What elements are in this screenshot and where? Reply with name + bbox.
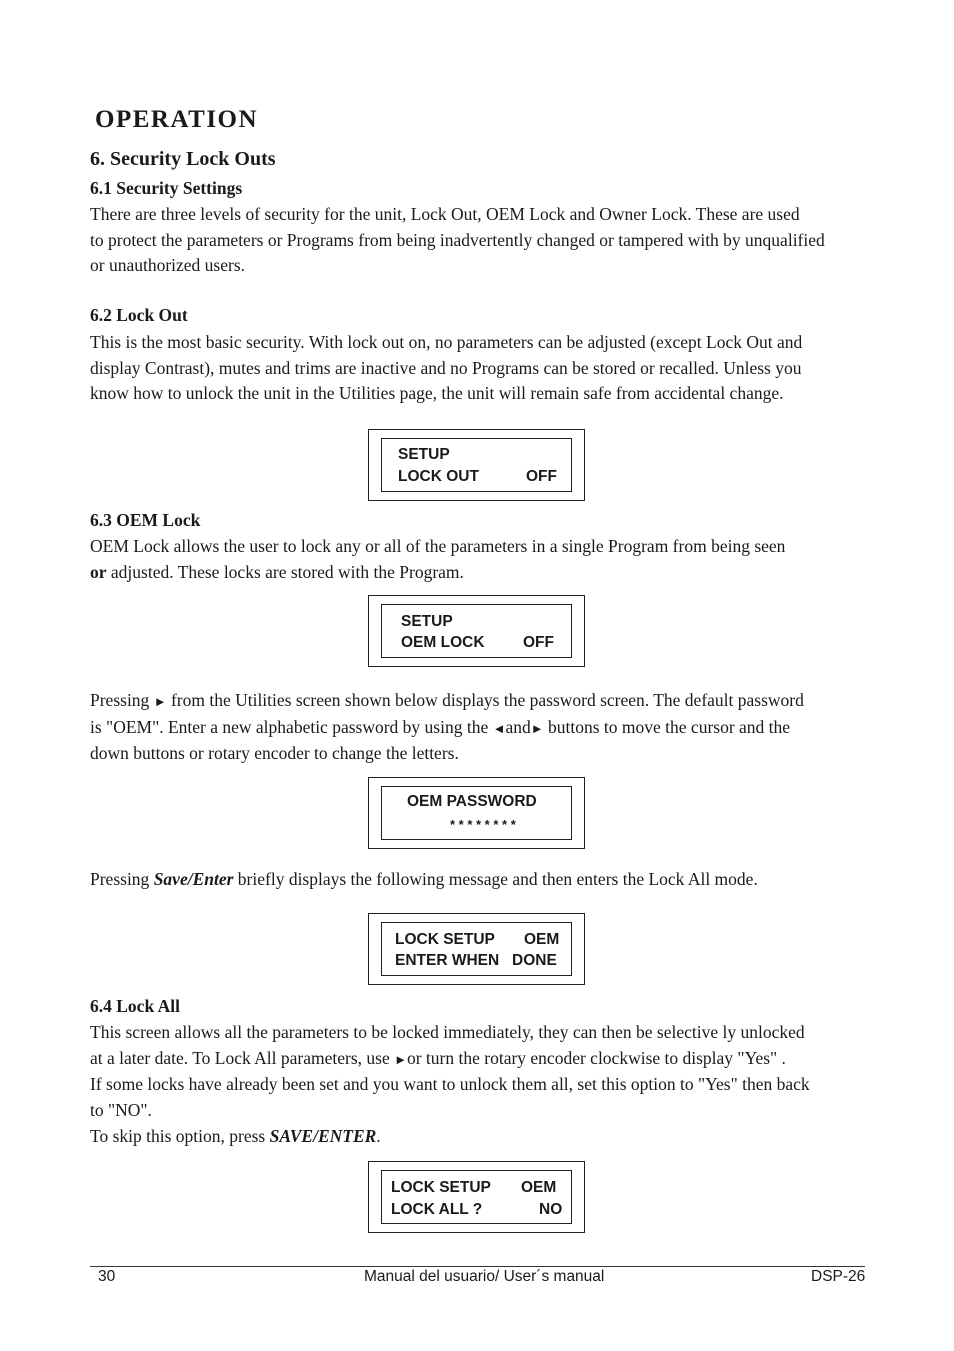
text-line	[90, 560, 905, 586]
right-arrow-icon: ►	[394, 1051, 407, 1067]
text-line	[90, 688, 905, 715]
text-line: OEM Lock allows the user to lock any or all of the parameters in a single Program from being seen	[90, 536, 786, 556]
paragraph-save-enter	[90, 867, 905, 893]
text-fragment: buttons to move the cursor and the	[543, 716, 791, 737]
lcd-display-lock-all	[368, 1161, 585, 1233]
text-fragment: To skip this option, press	[90, 1125, 270, 1146]
lcd-password-mask: * * * * * * * *	[450, 817, 516, 832]
text-line: or unauthorized users.	[90, 255, 246, 276]
lcd-row2-right: DONE	[512, 952, 557, 969]
text-fragment: at a later date. To Lock All parameters, use	[90, 1047, 395, 1068]
text-fragment: and	[505, 716, 531, 737]
heading-oem-lock: 6.3 OEM Lock	[90, 510, 201, 530]
lcd-row1-right: OEM	[524, 931, 560, 948]
lcd-row1-right: OEM	[521, 1179, 557, 1196]
lcd-screen	[381, 438, 572, 492]
emphasis-save-enter: Save/Enter	[153, 869, 234, 889]
text-line	[90, 867, 905, 893]
text-line: There are three levels of security for the unit, Lock Out, OEM Lock and Owner Lock. These are used	[90, 204, 800, 224]
lcd-display-lock-out	[368, 429, 585, 501]
paragraph-password-intro	[90, 688, 905, 767]
lcd-row1-left: LOCK SETUP	[395, 931, 495, 948]
paragraph-lock-out	[90, 330, 905, 407]
lcd-screen	[381, 1170, 572, 1224]
text-fragment: .	[376, 1125, 381, 1146]
page-number: 30	[98, 1268, 116, 1285]
left-arrow-icon: ◄	[492, 720, 506, 736]
heading-lock-out: 6.2 Lock Out	[90, 305, 188, 325]
lcd-row2-left: ENTER WHEN	[395, 952, 500, 969]
lcd-row2-right: OFF	[523, 634, 554, 651]
text-line: If some locks have already been set and you want to unlock them all, set this option to "Yes" then back	[90, 1074, 810, 1095]
text-fragment: from the Utilities screen shown below displays the password screen. The default password	[170, 690, 804, 710]
paragraph-lock-all	[90, 1020, 905, 1150]
text-fragment: briefly displays the following message and then enters the Lock All mode.	[233, 869, 758, 889]
lcd-screen	[381, 604, 572, 658]
text-fragment: Pressing	[90, 869, 154, 889]
text-fragment: adjusted. These locks are stored with the Program.	[106, 561, 464, 582]
text-line: to protect the parameters or Programs from being inadvertently changed or tampered with by unqualified	[90, 229, 825, 250]
text-line: This screen allows all the parameters to be locked immediately, they can then be selective ly unlocked	[90, 1022, 805, 1042]
emphasis-save-enter: SAVE/ENTER	[269, 1125, 377, 1146]
paragraph-oem-lock	[90, 534, 905, 585]
heading-lock-all: 6.4 Lock All	[90, 996, 180, 1016]
lcd-row2-left: LOCK OUT	[398, 468, 479, 485]
text-line: know how to unlock the unit in the Utilities page, the unit will remain safe from accidental change.	[90, 383, 784, 404]
lcd-row2-left: OEM LOCK	[401, 634, 485, 651]
text-line	[90, 1124, 905, 1150]
lcd-row1-left: LOCK SETUP	[391, 1179, 491, 1196]
lcd-display-oem-password	[368, 777, 585, 849]
paragraph-security-settings	[90, 202, 905, 279]
right-arrow-icon: ►	[530, 720, 544, 736]
lcd-screen	[381, 786, 572, 840]
bold-word: or	[90, 561, 107, 582]
lcd-screen	[381, 922, 572, 976]
lcd-row2-right: NO	[539, 1201, 563, 1218]
text-line: This is the most basic security. With lock out on, no parameters can be adjusted (except Lock Out and	[90, 332, 803, 352]
right-arrow-icon: ►	[153, 694, 167, 709]
lcd-display-lock-setup-enter	[368, 913, 585, 985]
text-line: down buttons or rotary encoder to change the letters.	[90, 743, 459, 764]
lcd-row1-left: SETUP	[398, 446, 450, 463]
text-fragment: is "OEM". Enter a new alphabetic password by using the	[90, 716, 493, 737]
text-fragment: Pressing	[90, 690, 154, 710]
page-section-title: OPERATION	[95, 106, 259, 133]
text-fragment: or turn the rotary encoder clockwise to display "Yes" .	[406, 1047, 786, 1068]
text-line: display Contrast), mutes and trims are inactive and no Programs can be stored or recalled. Unless you	[90, 357, 802, 378]
lcd-display-oem-lock	[368, 595, 585, 667]
heading-security-settings: 6.1 Security Settings	[90, 178, 243, 198]
text-line: to "NO".	[90, 1100, 152, 1121]
chapter-heading: 6. Security Lock Outs	[90, 148, 276, 170]
lcd-row2-right: OFF	[526, 468, 557, 485]
lcd-row2-left: LOCK ALL ?	[391, 1201, 483, 1218]
footer-divider	[90, 1266, 865, 1267]
lcd-row1-left: SETUP	[401, 613, 453, 630]
text-line	[90, 715, 905, 742]
lcd-row1: OEM PASSWORD	[407, 793, 537, 810]
footer-manual-title: Manual del usuario/ User´s manual	[364, 1268, 605, 1285]
footer-model: DSP-26	[811, 1268, 866, 1285]
text-line	[90, 1046, 905, 1073]
